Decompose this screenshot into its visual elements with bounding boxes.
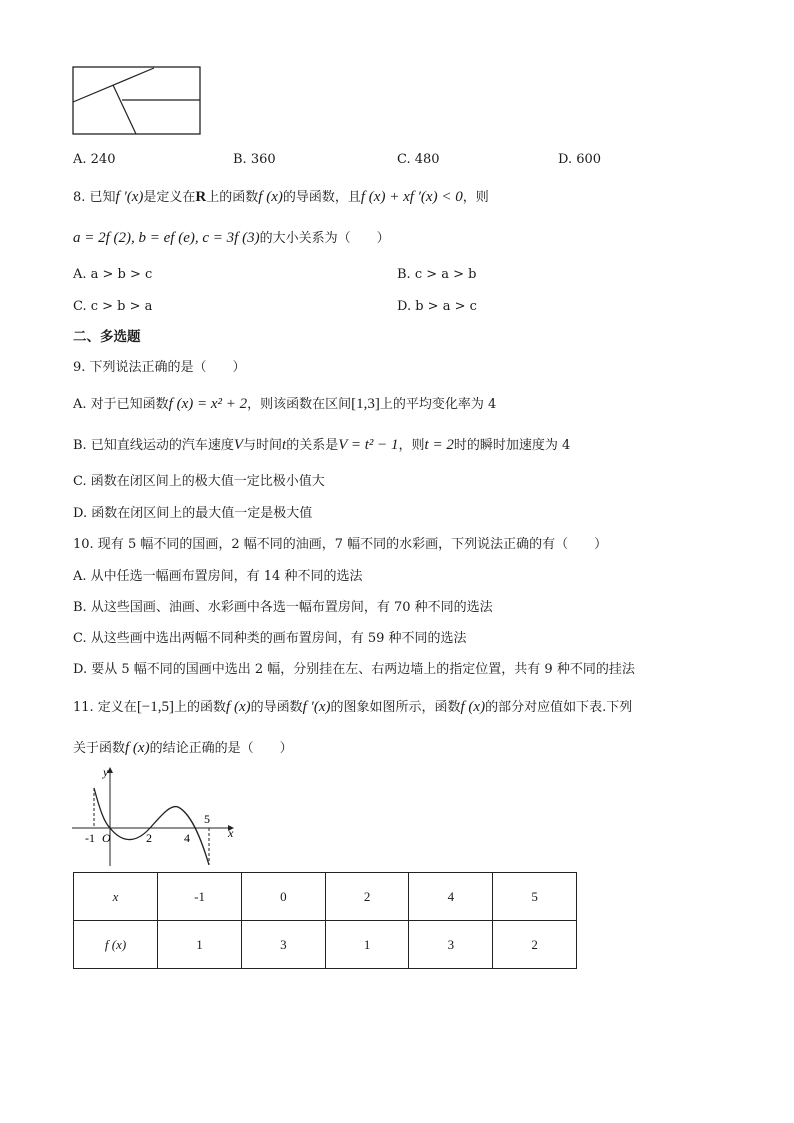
q11-text: 的图象如图所示，函数 (330, 700, 461, 715)
q9-option-b (73, 436, 570, 455)
q9-stem: 9. 下列说法正确的是（ ） (73, 360, 246, 375)
x-axis-label: x (228, 826, 234, 840)
q9-text: 与时间 (243, 438, 283, 453)
q9-math: [1,3] (351, 396, 380, 412)
table-cell: 1 (325, 921, 409, 969)
q11-math: [−1,5] (136, 699, 175, 715)
y-axis-label: y (103, 765, 109, 779)
q9-text: ，则 (398, 438, 425, 453)
q10-option-c: C. 从这些画中选出两幅不同种类的画布置房间，有 59 种不同的选法 (73, 631, 467, 646)
table-cell: 4 (409, 873, 493, 921)
q8-math: f ′(x) (115, 189, 144, 205)
tick-label-4: 4 (184, 831, 190, 845)
table-row (74, 873, 577, 921)
table-cell: 0 (242, 873, 326, 921)
q8-text: 8. 已知 (73, 190, 116, 205)
q8-option-d: D. b > a > c (397, 299, 477, 314)
q11-text: 的部分对应值如下表.下列 (485, 700, 633, 715)
q11-text: 上的函数 (174, 700, 227, 715)
tick-label-neg1: -1 (85, 831, 95, 845)
table-cell: 5 (493, 873, 577, 921)
table-row (74, 921, 577, 969)
q9-text: B. 已知直线运动的汽车速度 (73, 438, 234, 453)
q11-math: f ′(x) (302, 699, 331, 715)
q11-stem-line2 (73, 739, 293, 758)
q11-math: f (x) (125, 740, 150, 756)
table-cell: f (x) (74, 921, 158, 969)
q8-option-a: A. a > b > c (73, 267, 153, 282)
origin-label: O (102, 831, 111, 845)
q9-option-a (73, 395, 496, 414)
q8-math: f (x) (258, 189, 283, 205)
table-cell: -1 (158, 873, 242, 921)
q8-stem-line2 (73, 229, 390, 248)
q11-stem-line1 (73, 698, 632, 717)
q9-math: f (x) = x² + 2 (168, 396, 248, 412)
table-cell: 3 (242, 921, 326, 969)
q11-text: 的结论正确的是（ ） (149, 741, 293, 756)
q9-text: 上的平均变化率为 4 (379, 397, 497, 412)
table-cell: 2 (493, 921, 577, 969)
q10-option-d: D. 要从 5 幅不同的国画中选出 2 幅，分别挂在左、右两边墙上的指定位置，共有 9 种不同的挂法 (73, 662, 635, 677)
q9-math: V = t² − 1 (338, 437, 399, 453)
q9-text: ，则该函数在区间 (247, 397, 352, 412)
q8-text: 的导函数，且 (282, 190, 361, 205)
q8-text: 的大小关系为（ ） (259, 231, 390, 246)
section-heading: 二、多选题 (73, 329, 141, 345)
tick-label-2: 2 (146, 831, 152, 845)
q8-math: R (195, 189, 207, 205)
q8-option-c: C. c > b > a (73, 299, 153, 314)
q9-text: 时的瞬时加速度为 4 (453, 438, 571, 453)
q7-option-c: C. 480 (397, 152, 440, 167)
q9-text: A. 对于已知函数 (73, 397, 169, 412)
q10-option-a: A. 从中任选一幅画布置房间，有 14 种不同的选法 (73, 569, 363, 584)
q8-option-b: B. c > a > b (397, 267, 477, 282)
q7-option-a: A. 240 (73, 152, 116, 167)
q7-figure (72, 66, 202, 136)
q11-math: f (x) (460, 699, 486, 715)
q8-text: 上的函数 (206, 190, 259, 205)
q11-derivative-graph (70, 762, 240, 870)
q11-text: 11. 定义在 (73, 700, 137, 715)
table-cell: x (74, 873, 158, 921)
q9-option-d: D. 函数在闭区间上的最大值一定是极大值 (73, 506, 313, 521)
derivative-curve (94, 788, 209, 865)
q8-math: f (x) + xf ′(x) < 0 (360, 189, 463, 205)
q7-option-d: D. 600 (558, 152, 602, 167)
q9-text: 的关系是 (286, 438, 339, 453)
q11-value-table (73, 872, 577, 969)
table-cell: 1 (158, 921, 242, 969)
q8-stem-line1 (73, 188, 489, 207)
table-cell: 2 (325, 873, 409, 921)
q7-option-b: B. 360 (233, 152, 276, 167)
q8-math: a = 2f (2), b = ef (e), c = 3f (3) (73, 230, 260, 246)
q10-stem: 10. 现有 5 幅不同的国画，2 幅不同的油画，7 幅不同的水彩画，下列说法正确的有（ ） (73, 537, 608, 552)
q11-text: 关于函数 (73, 741, 126, 756)
tick-label-5: 5 (204, 812, 210, 826)
q9-math: t (282, 437, 287, 453)
q10-option-b: B. 从这些国画、油画、水彩画中各选一幅布置房间，有 70 种不同的选法 (73, 600, 493, 615)
table-cell: 3 (409, 921, 493, 969)
q9-math: t = 2 (424, 437, 454, 453)
q8-text: 是定义在 (143, 190, 196, 205)
q9-option-c: C. 函数在闭区间上的极大值一定比极小值大 (73, 474, 325, 489)
q8-text: ，则 (462, 190, 489, 205)
q9-math: V (233, 437, 243, 453)
q11-math: f (x) (226, 699, 251, 715)
q11-text: 的导函数 (250, 700, 303, 715)
